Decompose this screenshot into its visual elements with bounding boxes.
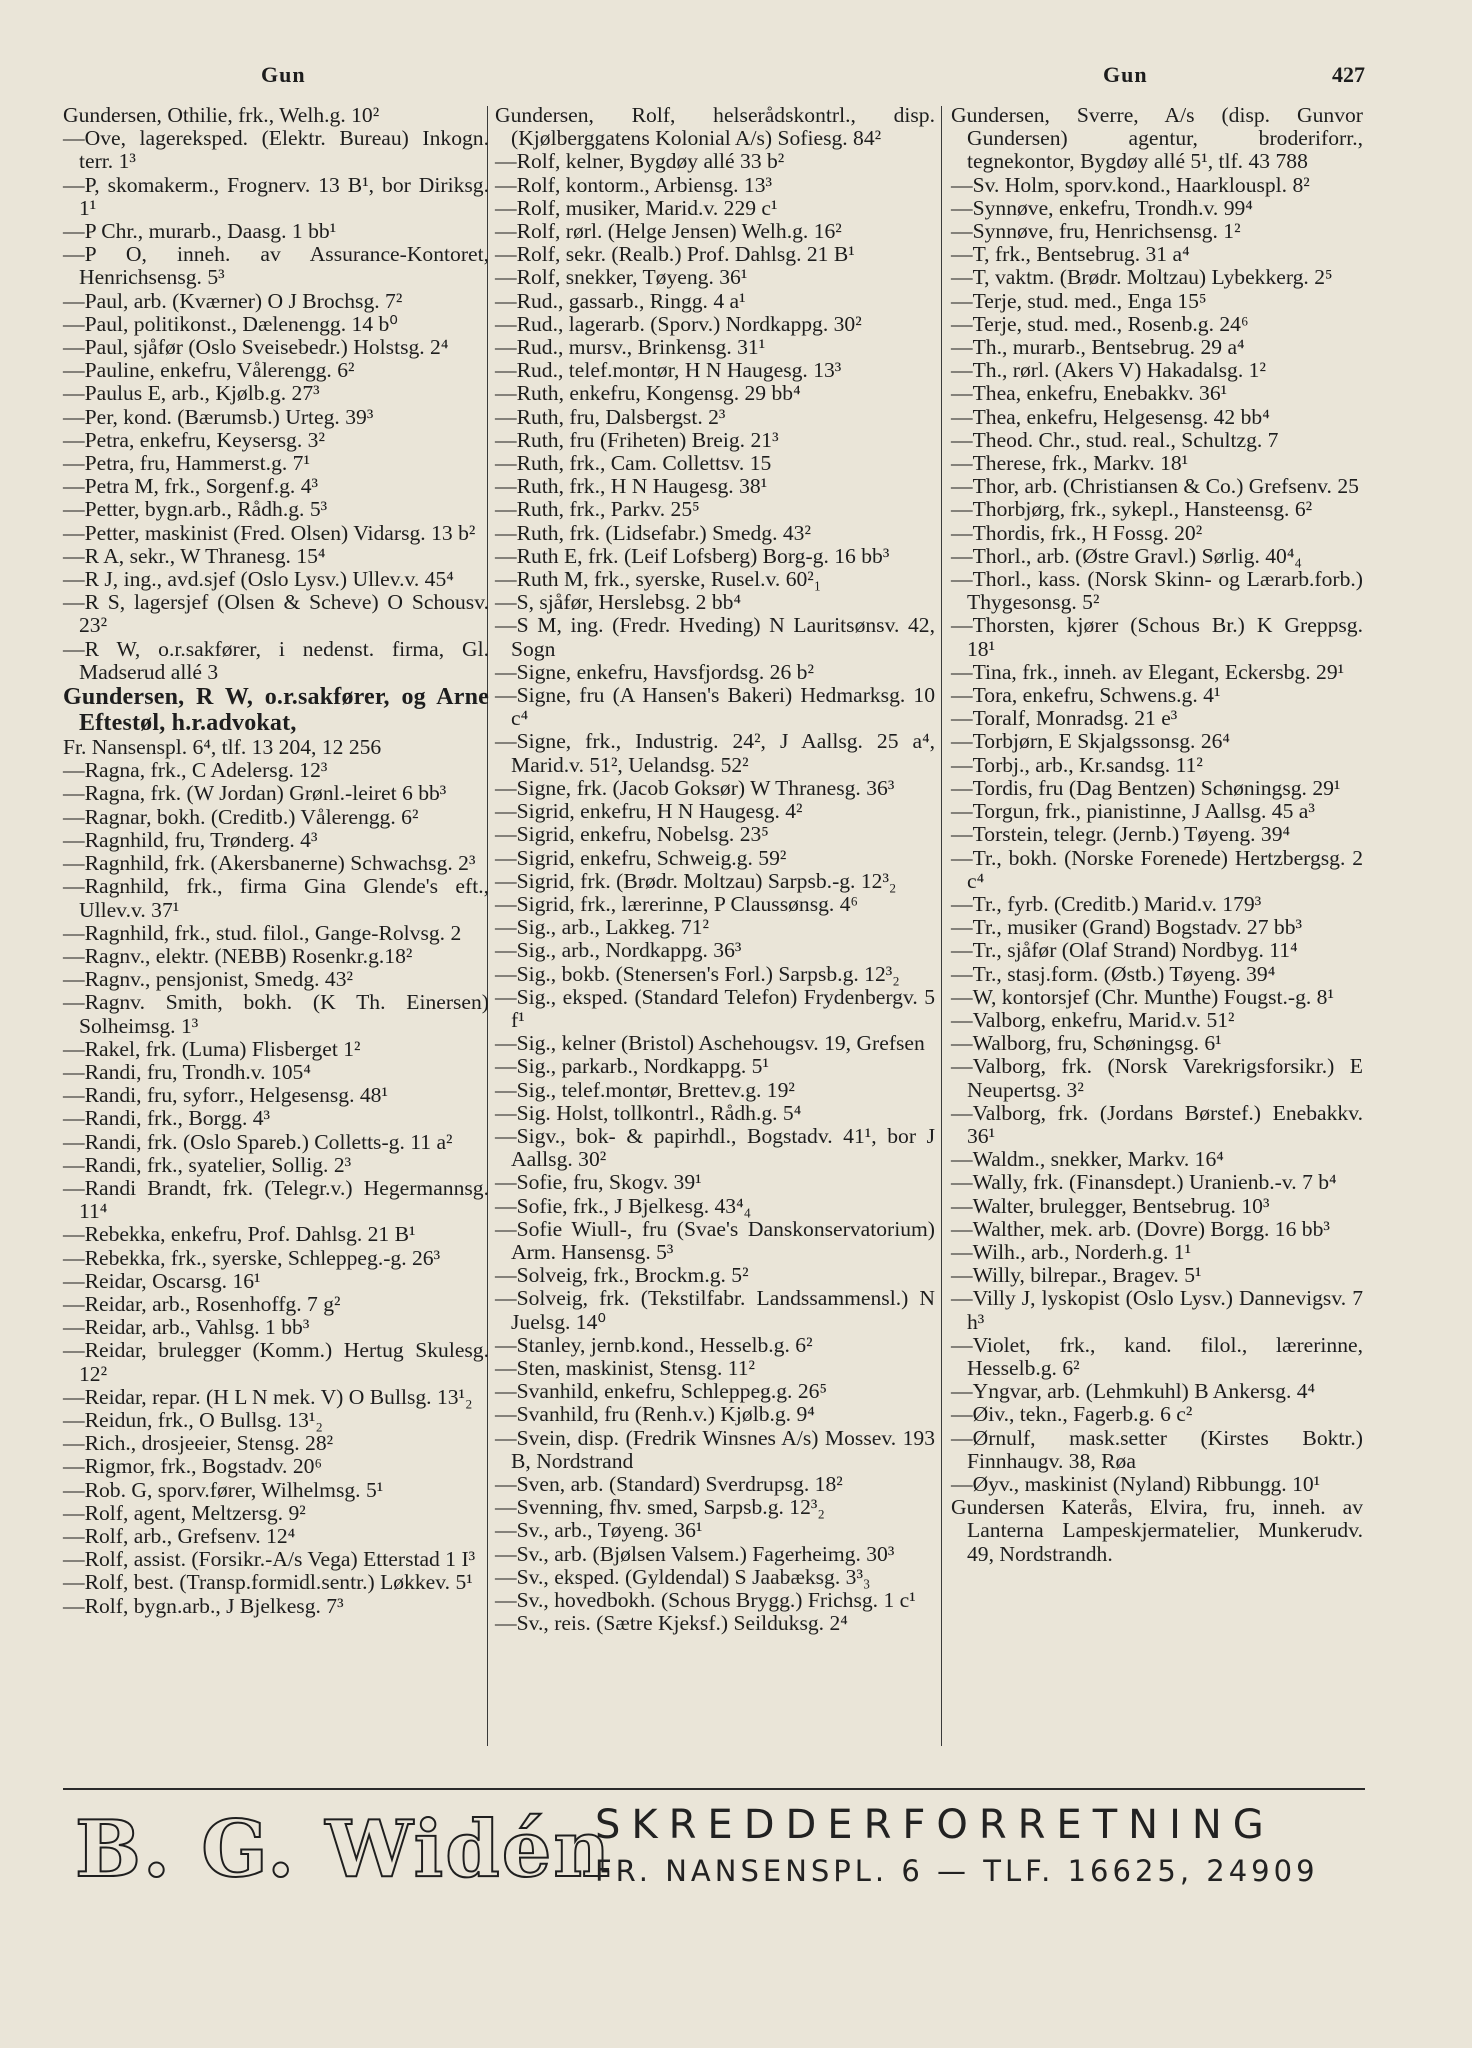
directory-entry: Gundersen, Rolf, helserådskontrl., disp. (Kjølberggatens Kolonial A/s) Sofiesg. 84² <box>495 103 935 151</box>
directory-entry: —Svenning, fhv. smed, Sarpsb.g. 12³₂ <box>495 1495 825 1520</box>
directory-entry: —Villy J, lyskopist (Oslo Lysv.) Dannevigsv. 7 h³ <box>951 1286 1363 1334</box>
directory-entry: —Rob. G, sporv.fører, Wilhelmsg. 5¹ <box>63 1477 384 1502</box>
directory-entry: —Thordis, frk., H Fossg. 20² <box>951 520 1203 545</box>
directory-entry: —Reidar, repar. (H L N mek. V) O Bullsg. 13¹₂ <box>63 1384 473 1409</box>
directory-entry: —Sten, maskinist, Stensg. 11² <box>495 1355 756 1380</box>
directory-column-1 <box>63 104 489 1618</box>
directory-entry: —Sig., eksped. (Standard Telefon) Frydenbergv. 5 f¹ <box>495 984 935 1032</box>
directory-entry: —Rigmor, frk., Bogstadv. 20⁶ <box>63 1454 322 1479</box>
directory-entry: —Torbjørn, E Skjalgssonsg. 26⁴ <box>951 729 1230 754</box>
directory-entry: —Wilh., arb., Norderh.g. 1¹ <box>951 1239 1192 1264</box>
directory-entry: —Rolf, kelner, Bygdøy allé 33 b² <box>495 149 785 174</box>
directory-entry: —Reidar, arb., Rosenhoffg. 7 g² <box>63 1291 341 1316</box>
directory-entry: —Sv., reis. (Sætre Kjeksf.) Seilduksg. 2⁴ <box>495 1611 848 1636</box>
directory-entry: —P O, inneh. av Assurance-Kontoret, Henrichsensg. 5³ <box>63 242 489 290</box>
page-number: 427 <box>1332 62 1365 87</box>
directory-entry: —Signe, frk., Industrig. 24², J Aallsg. 25 a⁴, Marid.v. 51², Uelandsg. 52² <box>495 729 935 777</box>
directory-entry: —Valborg, frk. (Norsk Varekrigsforsikr.) E Neupertsg. 3² <box>951 1054 1363 1102</box>
directory-entry: —T, frk., Bentsebrug. 31 a⁴ <box>951 242 1190 267</box>
directory-entry: —Th., murarb., Bentsebrug. 29 a⁴ <box>951 335 1245 360</box>
directory-entry: —Thor, arb. (Christiansen & Co.) Grefsenv. 25 <box>951 474 1359 499</box>
directory-entry: —Rolf, kontorm., Arbiensg. 13³ <box>495 172 772 197</box>
directory-entry: —Rebekka, frk., syerske, Schleppeg.-g. 26³ <box>63 1245 441 1270</box>
directory-entry: —R A, sekr., W Thranesg. 15⁴ <box>63 543 326 568</box>
directory-entry: —Th., rørl. (Akers V) Hakadalsg. 1² <box>951 358 1266 383</box>
directory-entry: —Ruth M, frk., syerske, Rusel.v. 60²₁ <box>495 567 822 592</box>
directory-entry: —Torgun, frk., pianistinne, J Aallsg. 45 a³ <box>951 799 1315 824</box>
directory-entry: —Tora, enkefru, Schwens.g. 4¹ <box>951 683 1221 708</box>
directory-entry: —Petter, maskinist (Fred. Olsen) Vidarsg. 13 b² <box>63 520 476 545</box>
directory-entry: —Solveig, frk., Brockm.g. 5² <box>495 1263 749 1288</box>
advert-divider <box>63 1788 1365 1790</box>
advertisement <box>75 1796 1375 1908</box>
directory-entry: —Tina, frk., inneh. av Elegant, Eckersbg. 29¹ <box>951 659 1345 684</box>
directory-entry: —Walborg, fru, Schøningsg. 6¹ <box>951 1031 1222 1056</box>
directory-entry: —Rolf, assist. (Forsikr.-A/s Vega) Etterstad 1 I³ <box>63 1547 476 1572</box>
directory-entry: —Paul, sjåfør (Oslo Sveisebedr.) Holstsg. 2⁴ <box>63 335 449 360</box>
directory-entry: —Reidar, arb., Vahlsg. 1 bb³ <box>63 1315 310 1340</box>
directory-entry: —R W, o.r.sakfører, i nedenst. firma, Gl. Madserud allé 3 <box>63 636 489 684</box>
directory-entry: —Ragnhild, frk., firma Gina Glende's eft., Ullev.v. 37¹ <box>63 874 489 922</box>
directory-entry: —Randi, frk., syatelier, Sollig. 2³ <box>63 1152 352 1177</box>
directory-entry: —Walther, mek. arb. (Dovre) Borgg. 16 bb³ <box>951 1216 1330 1241</box>
directory-entry: Gundersen, Sverre, A/s (disp. Gunvor Gundersen) agentur, broderiforr., tegnekontor, Bygdøy allé 5¹, tlf. 43 788 <box>951 103 1363 174</box>
directory-entry: —Sigrid, enkefru, Schweig.g. 59² <box>495 845 787 870</box>
directory-entry: —Petra M, frk., Sorgenf.g. 4³ <box>63 474 318 499</box>
directory-entry: —Synnøve, enkefru, Trondh.v. 99⁴ <box>951 195 1253 220</box>
directory-entry: —Sofie, frk., J Bjelkesg. 43⁴₄ <box>495 1193 752 1218</box>
directory-entry: —Randi, frk., Borgg. 4³ <box>63 1106 271 1131</box>
directory-entry: —Synnøve, fru, Henrichsensg. 1² <box>951 219 1241 244</box>
directory-entry: —Rud., lagerarb. (Sporv.) Nordkappg. 30² <box>495 311 862 336</box>
directory-entry: —Therese, frk., Markv. 18¹ <box>951 451 1189 476</box>
directory-column-2 <box>495 104 935 1635</box>
column-divider <box>941 106 942 1746</box>
directory-entry: —Ruth, enkefru, Kongensg. 29 bb⁴ <box>495 381 801 406</box>
directory-entry: —Pauline, enkefru, Vålerengg. 6² <box>63 358 355 383</box>
directory-entry: —Rolf, best. (Transp.formidl.sentr.) Løkkev. 5¹ <box>63 1570 473 1595</box>
directory-entry: —Ragnhild, fru, Trønderg. 4³ <box>63 827 318 852</box>
directory-entry: —Ruth, frk., Parkv. 25⁵ <box>495 497 700 522</box>
directory-entry: —Thea, enkefru, Helgesensg. 42 bb⁴ <box>951 404 1270 429</box>
directory-entry: —Rolf, agent, Meltzersg. 9² <box>63 1500 306 1525</box>
directory-entry: —Ruth, frk., H N Haugesg. 38¹ <box>495 474 768 499</box>
directory-entry: —Valborg, enkefru, Marid.v. 51² <box>951 1007 1235 1032</box>
directory-entry: —Ragnv., elektr. (NEBB) Rosenkr.g.18² <box>63 943 413 968</box>
directory-entry: —Sv., arb. (Bjølsen Valsem.) Fagerheimg. 30³ <box>495 1541 895 1566</box>
directory-entry: —Randi, fru, syforr., Helgesensg. 48¹ <box>63 1083 388 1108</box>
directory-entry: —Tr., musiker (Grand) Bogstadv. 27 bb³ <box>951 915 1302 940</box>
directory-entry: —Rolf, arb., Grefsenv. 12⁴ <box>63 1523 296 1548</box>
directory-entry: —Yngvar, arb. (Lehmkuhl) B Ankersg. 4⁴ <box>951 1379 1316 1404</box>
directory-entry: —Randi Brandt, frk. (Telegr.v.) Hegermannsg. 11⁴ <box>63 1175 489 1224</box>
directory-entry: —Theod. Chr., stud. real., Schultzg. 7 <box>951 427 1279 452</box>
directory-entry: Gundersen, R W, o.r.sakfører, og Arne Eftestøl, h.r.advokat, <box>63 684 489 737</box>
directory-entry: —Petra, fru, Hammerst.g. 7¹ <box>63 451 310 476</box>
directory-entry: —Ragnhild, frk. (Akersbanerne) Schwachsg. 2³ <box>63 851 476 876</box>
directory-entry: —Thorsten, kjører (Schous Br.) K Greppsg. 18¹ <box>951 613 1363 661</box>
directory-entry: —Sigv., bok- & papirhdl., Bogstadv. 41¹, bor J Aallsg. 30² <box>495 1123 935 1172</box>
directory-entry: —Thorl., arb. (Østre Gravl.) Sørlig. 40⁴₄ <box>951 543 1302 568</box>
directory-entry: —Waldm., snekker, Markv. 16⁴ <box>951 1147 1224 1172</box>
directory-entry: —Sigrid, frk. (Brødr. Moltzau) Sarpsb.-g. 12³₂ <box>495 868 897 893</box>
directory-entry: —Sig., arb., Nordkappg. 36³ <box>495 938 742 963</box>
directory-entry: —Rud., telef.montør, H N Haugesg. 13³ <box>495 358 842 383</box>
directory-entry: Gundersen Katerås, Elvira, fru, inneh. av Lanterna Lampeskjermatelier, Munkerudv. 49, Nordstrandh. <box>951 1495 1363 1566</box>
directory-entry: —Tr., sjåfør (Olaf Strand) Nordbyg. 11⁴ <box>951 938 1298 963</box>
header-left-keyword: Gun <box>261 62 306 87</box>
directory-entry: —Svein, disp. (Fredrik Winsnes A/s) Mossev. 193 B, Nordstrand <box>495 1425 935 1473</box>
directory-entry: —Rebekka, enkefru, Prof. Dahlsg. 21 B¹ <box>63 1222 416 1247</box>
directory-entry: —Toralf, Monradsg. 21 e³ <box>951 706 1178 731</box>
directory-entry: —Valborg, frk. (Jordans Børstef.) Enebakkv. 36¹ <box>951 1100 1363 1148</box>
directory-entry: —Svanhild, fru (Renh.v.) Kjølb.g. 9⁴ <box>495 1402 815 1427</box>
directory-entry: —Sofie Wiull-, fru (Svae's Danskonservatorium) Arm. Hansensg. 5³ <box>495 1216 935 1264</box>
directory-entry: —Rud., mursv., Brinkensg. 31¹ <box>495 335 766 360</box>
directory-entry: —Tr., stasj.form. (Østb.) Tøyeng. 39⁴ <box>951 961 1276 986</box>
directory-entry: —Wally, frk. (Finansdept.) Uranienb.-v. 7 b⁴ <box>951 1170 1337 1195</box>
directory-entry: —Thorl., kass. (Norsk Skinn- og Lærarb.forb.) Thygesonsg. 5² <box>951 567 1363 615</box>
directory-entry: —Svanhild, enkefru, Schleppeg.g. 26⁵ <box>495 1379 827 1404</box>
directory-entry: —S, sjåfør, Herslebsg. 2 bb⁴ <box>495 590 741 615</box>
directory-entry: —Reidar, brulegger (Komm.) Hertug Skulesg. 12² <box>63 1338 489 1386</box>
directory-entry: —Ragnar, bokh. (Creditb.) Vålerengg. 6² <box>63 804 419 829</box>
directory-entry: —Rakel, frk. (Luma) Flisberget 1² <box>63 1036 361 1061</box>
directory-entry: —Reidun, frk., O Bullsg. 13¹₂ <box>63 1407 323 1432</box>
directory-entry: —Rich., drosjeeier, Stensg. 28² <box>63 1431 334 1456</box>
directory-entry: —Sig., parkarb., Nordkappg. 5¹ <box>495 1054 769 1079</box>
directory-entry: —Reidar, Oscarsg. 16¹ <box>63 1268 261 1293</box>
directory-entry: —Ove, lagereksped. (Elektr. Bureau) Inkogn. terr. 1³ <box>63 126 489 174</box>
directory-entry: —Rolf, bygn.arb., J Bjelkesg. 7³ <box>63 1593 344 1618</box>
directory-entry: —Ruth, frk. (Lidsefabr.) Smedg. 43² <box>495 520 811 545</box>
directory-entry: —Paulus E, arb., Kjølb.g. 27³ <box>63 381 320 406</box>
directory-entry: —Sigrid, enkefru, Nobelsg. 23⁵ <box>495 822 769 847</box>
directory-entry: —Ragnhild, frk., stud. filol., Gange-Rolvsg. 2 <box>63 920 462 945</box>
directory-entry: —P Chr., murarb., Daasg. 1 bb¹ <box>63 219 337 244</box>
directory-entry: —Tr., fyrb. (Creditb.) Marid.v. 179³ <box>951 891 1262 916</box>
advert-title: SKREDDERFORRETNING <box>595 1802 1275 1848</box>
directory-entry: —Torstein, telegr. (Jernb.) Tøyeng. 39⁴ <box>951 822 1291 847</box>
directory-entry: —Sv., arb., Tøyeng. 36¹ <box>495 1518 703 1543</box>
directory-entry: —Randi, fru, Trondh.v. 105⁴ <box>63 1059 311 1084</box>
directory-entry: —Sig., bokb. (Stenersen's Forl.) Sarpsb.g. 12³₂ <box>495 961 900 986</box>
directory-entry: —Ragna, frk. (W Jordan) Grønl.-leiret 6 bb³ <box>63 781 447 806</box>
directory-entry: —Rolf, rørl. (Helge Jensen) Welh.g. 16² <box>495 219 842 244</box>
directory-entry: —Tr., bokh. (Norske Forenede) Hertzbergsg. 2 c⁴ <box>951 845 1363 893</box>
advert-address: FR. NANSENSPL. 6 — TLF. 16625, 24909 <box>595 1854 1319 1888</box>
directory-entry: —Thorbjørg, frk., sykepl., Hansteensg. 6² <box>951 497 1313 522</box>
directory-entry: —Terje, stud. med., Rosenb.g. 24⁶ <box>951 311 1249 336</box>
directory-entry: —Stanley, jernb.kond., Hesselb.g. 6² <box>495 1332 813 1357</box>
directory-entry: —Solveig, frk. (Tekstilfabr. Landssammensl.) N Juelsg. 14⁰ <box>495 1286 935 1334</box>
directory-entry: —Sv., hovedbokh. (Schous Brygg.) Frichsg. 1 c¹ <box>495 1588 916 1612</box>
directory-entry: —Rolf, musiker, Marid.v. 229 c¹ <box>495 195 778 220</box>
directory-entry: —P, skomakerm., Frognerv. 13 B¹, bor Diriksg. 1¹ <box>63 172 489 220</box>
directory-entry: —Willy, bilrepar., Bragev. 5¹ <box>951 1263 1202 1288</box>
advert-business-name: B. G. Widén <box>75 1804 613 1895</box>
directory-entry: —Sig., kelner (Bristol) Aschehougsv. 19, Grefsen <box>495 1031 925 1056</box>
directory-entry: —Torbj., arb., Kr.sandsg. 11² <box>951 752 1203 777</box>
directory-entry: —Sv., eksped. (Gyldendal) S Jaabæksg. 3³₃ <box>495 1564 871 1589</box>
directory-entry: —Paul, politikonst., Dælenengg. 14 b⁰ <box>63 311 398 336</box>
directory-entry: —Sigrid, enkefru, H N Haugesg. 4² <box>495 799 803 824</box>
directory-column-3 <box>951 104 1363 1566</box>
directory-entry: —Signe, fru (A Hansen's Bakeri) Hedmarksg. 10 c⁴ <box>495 683 935 731</box>
directory-entry: —W, kontorsjef (Chr. Munthe) Fougst.-g. 8¹ <box>951 984 1334 1009</box>
header-right-keyword: Gun <box>1103 62 1148 87</box>
directory-entry: —Sofie, fru, Skogv. 39¹ <box>495 1170 702 1195</box>
directory-entry: —Tordis, fru (Dag Bentzen) Schøningsg. 29¹ <box>951 775 1341 800</box>
directory-entry: —Sv. Holm, sporv.kond., Haarklouspl. 8² <box>951 172 1310 197</box>
directory-entry: —Signe, enkefru, Havsfjordsg. 26 b² <box>495 659 814 684</box>
directory-entry: —Sig., arb., Lakkeg. 71² <box>495 915 709 940</box>
directory-entry: —Rolf, sekr. (Realb.) Prof. Dahlsg. 21 B¹ <box>495 242 855 267</box>
directory-entry: —R J, ing., avd.sjef (Oslo Lysv.) Ullev.v. 45⁴ <box>63 567 454 592</box>
directory-entry: —Petter, bygn.arb., Rådh.g. 5³ <box>63 497 328 522</box>
directory-entry: —Terje, stud. med., Enga 15⁵ <box>951 288 1207 313</box>
directory-entry: —Ruth, frk., Cam. Collettsv. 15 <box>495 451 772 476</box>
directory-entry: —Ruth, fru (Friheten) Breig. 21³ <box>495 427 779 452</box>
directory-entry: —Violet, frk., kand. filol., lærerinne, Hesselb.g. 6² <box>951 1332 1363 1380</box>
directory-entry: —Sig., telef.montør, Brettev.g. 19² <box>495 1077 795 1102</box>
directory-page <box>55 48 1395 2020</box>
directory-entry: —Rud., gassarb., Ringg. 4 a¹ <box>495 288 746 313</box>
directory-entry: —Rolf, snekker, Tøyeng. 36¹ <box>495 265 748 290</box>
directory-entry: —T, vaktm. (Brødr. Moltzau) Lybekkerg. 2⁵ <box>951 265 1333 290</box>
directory-entry: Fr. Nansenspl. 6⁴, tlf. 13 204, 12 256 <box>63 735 382 760</box>
directory-entry: —Randi, frk. (Oslo Spareb.) Colletts-g. 11 a² <box>63 1129 453 1154</box>
directory-entry: —S M, ing. (Fredr. Hveding) N Lauritsønsv. 42, Sogn <box>495 613 935 661</box>
directory-entry: —Ragnv. Smith, bokh. (K Th. Einersen) Solheimsg. 1³ <box>63 990 489 1038</box>
directory-entry: —Sig. Holst, tollkontrl., Rådh.g. 5⁴ <box>495 1100 802 1125</box>
directory-entry: —Paul, arb. (Kværner) O J Brochsg. 7² <box>63 288 403 313</box>
running-header <box>55 62 1395 102</box>
directory-entry: Gundersen, Othilie, frk., Welh.g. 10² <box>63 103 380 127</box>
directory-entry: —Ruth E, frk. (Leif Lofsberg) Borg-g. 16 bb³ <box>495 543 890 568</box>
directory-entry: —Walter, brulegger, Bentsebrug. 10³ <box>951 1193 1270 1218</box>
directory-entry: —Øiv., tekn., Fagerb.g. 6 c² <box>951 1402 1193 1427</box>
directory-entry: —Sven, arb. (Standard) Sverdrupsg. 18² <box>495 1471 843 1496</box>
directory-entry: —Signe, frk. (Jacob Goksør) W Thranesg. 36³ <box>495 775 895 800</box>
directory-entry: —Sigrid, frk., lærerinne, P Claussønsg. 4⁶ <box>495 891 859 916</box>
directory-entry: —R S, lagersjef (Olsen & Scheve) O Schousv. 23² <box>63 590 489 638</box>
directory-entry: —Ragna, frk., C Adelersg. 12³ <box>63 758 328 783</box>
directory-entry: —Ørnulf, mask.setter (Kirstes Boktr.) Finnhaugv. 38, Røa <box>951 1425 1363 1473</box>
directory-entry: —Øyv., maskinist (Nyland) Ribbungg. 10¹ <box>951 1471 1321 1496</box>
directory-entry: —Thea, enkefru, Enebakkv. 36¹ <box>951 381 1228 406</box>
directory-entry: —Ruth, fru, Dalsbergst. 2³ <box>495 404 726 429</box>
directory-entry: —Petra, enkefru, Keysersg. 3² <box>63 427 325 452</box>
directory-entry: —Ragnv., pensjonist, Smedg. 43² <box>63 967 353 992</box>
directory-entry: —Per, kond. (Bærumsb.) Urteg. 39³ <box>63 404 374 429</box>
